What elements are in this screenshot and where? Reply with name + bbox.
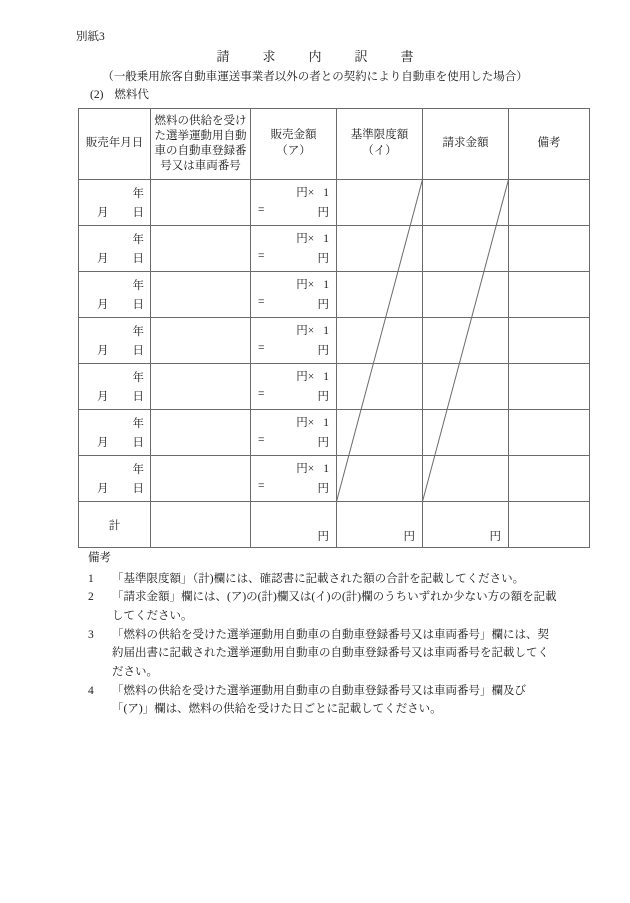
note-item [88, 682, 558, 719]
column-header-sale-amount-sub: （ア） [276, 145, 311, 157]
cell-sale-amount[interactable] [251, 318, 337, 364]
cell-remarks[interactable] [509, 410, 590, 456]
cell-sale-amount[interactable] [251, 456, 337, 502]
cell-sale-date[interactable] [79, 226, 151, 272]
cell-remarks[interactable] [509, 456, 590, 502]
equals-sign: = [258, 480, 265, 492]
cell-sale-date[interactable] [79, 180, 151, 226]
table-total-row [79, 502, 590, 548]
date-month-label: 月 [97, 253, 109, 265]
document-code: 別紙3 [76, 31, 105, 43]
sale-unit-price-line: 円× 1 [296, 463, 329, 475]
cell-claim-amount [423, 318, 509, 364]
cell-sale-date[interactable] [79, 318, 151, 364]
date-year-label: 年 [132, 464, 144, 476]
equals-sign: = [258, 250, 265, 262]
note-number: 3 [88, 628, 94, 641]
cell-remarks[interactable] [509, 272, 590, 318]
table-body [79, 180, 590, 548]
date-day-label: 日 [132, 437, 144, 449]
cell-standard-limit [337, 226, 423, 272]
total-sale-amount[interactable] [251, 502, 337, 548]
sale-total-yen-label: 円 [317, 299, 329, 311]
cell-vehicle-registration[interactable] [151, 410, 251, 456]
total-row-label: 計 [79, 502, 151, 548]
sale-total-yen-label: 円 [317, 391, 329, 403]
cell-standard-limit [337, 272, 423, 318]
cell-sale-amount[interactable] [251, 410, 337, 456]
table-row [79, 364, 590, 410]
cell-vehicle-registration[interactable] [151, 364, 251, 410]
cell-claim-amount [423, 410, 509, 456]
equals-sign: = [258, 204, 265, 216]
table-row [79, 318, 590, 364]
date-year-label: 年 [132, 234, 144, 246]
equals-sign: = [258, 342, 265, 354]
note-item [88, 588, 558, 625]
cell-sale-date[interactable] [79, 456, 151, 502]
table-row [79, 456, 590, 502]
date-month-label: 月 [97, 437, 109, 449]
cell-sale-date[interactable] [79, 364, 151, 410]
sale-total-yen-label: 円 [317, 345, 329, 357]
cell-standard-limit [337, 364, 423, 410]
sale-unit-price-line: 円× 1 [296, 279, 329, 291]
column-header-standard-limit [337, 109, 423, 180]
note-number: 1 [88, 572, 94, 585]
column-header-claim-amount: 請求金額 [423, 109, 509, 180]
cell-standard-limit [337, 410, 423, 456]
date-year-label: 年 [132, 280, 144, 292]
total-registration-blank [151, 502, 251, 548]
date-year-label: 年 [132, 418, 144, 430]
equals-sign: = [258, 296, 265, 308]
section-heading [90, 86, 149, 102]
table-header-row [79, 109, 590, 180]
table-row [79, 410, 590, 456]
sale-unit-price-line: 円× 1 [296, 233, 329, 245]
column-header-registration: 燃料の供給を受けた選挙運動用自動車の自動車登録番号又は車両番号 [151, 109, 251, 180]
notes-title: 備考 [88, 552, 111, 564]
section-name: 燃料代 [114, 89, 149, 101]
date-year-label: 年 [132, 372, 144, 384]
sale-total-yen-label: 円 [317, 437, 329, 449]
total-standard-limit-yen-label: 円 [403, 531, 415, 543]
form-table [78, 108, 590, 548]
invoice-breakdown-table [78, 108, 561, 548]
note-item [88, 626, 558, 682]
sale-unit-price-line: 円× 1 [296, 371, 329, 383]
sale-total-yen-label: 円 [317, 207, 329, 219]
sale-unit-price-line: 円× 1 [296, 417, 329, 429]
cell-claim-amount [423, 272, 509, 318]
section-number: (2) [90, 89, 104, 101]
cell-standard-limit [337, 180, 423, 226]
note-text: 「燃料の供給を受けた選挙運動用自動車の自動車登録番号又は車両番号」欄には、契約届出書に記載された選挙運動用自動車の自動車登録番号又は車両番号を記載してください。 [112, 628, 549, 678]
cell-sale-amount[interactable] [251, 364, 337, 410]
cell-vehicle-registration[interactable] [151, 226, 251, 272]
sale-unit-price-line: 円× 1 [296, 325, 329, 337]
total-claim-amount[interactable] [423, 502, 509, 548]
date-month-label: 月 [97, 391, 109, 403]
total-remarks[interactable] [509, 502, 590, 548]
cell-sale-amount[interactable] [251, 180, 337, 226]
column-header-sale-amount-main: 販売金額 [270, 129, 317, 142]
date-month-label: 月 [97, 299, 109, 311]
column-header-sale-amount [251, 109, 337, 180]
note-text: 「請求金額」欄には、(ア)の(計)欄又は(イ)の(計)欄のうちいずれか少ない方の額を記載してください。 [112, 591, 557, 623]
cell-vehicle-registration[interactable] [151, 456, 251, 502]
cell-remarks[interactable] [509, 180, 590, 226]
date-year-label: 年 [132, 326, 144, 338]
date-day-label: 日 [132, 299, 144, 311]
column-header-date: 販売年月日 [79, 109, 151, 180]
date-month-label: 月 [97, 483, 109, 495]
notes-list [88, 570, 558, 719]
cell-vehicle-registration[interactable] [151, 180, 251, 226]
cell-claim-amount [423, 226, 509, 272]
date-month-label: 月 [97, 345, 109, 357]
total-claim-amount-yen-label: 円 [489, 531, 501, 543]
equals-sign: = [258, 434, 265, 446]
table-row [79, 272, 590, 318]
sale-unit-price-line: 円× 1 [296, 187, 329, 199]
cell-remarks[interactable] [509, 364, 590, 410]
total-sale-amount-yen-label: 円 [317, 531, 329, 543]
page-title: 請 求 内 訳 書 [216, 49, 424, 64]
note-item [88, 570, 558, 589]
cell-claim-amount [423, 364, 509, 410]
column-header-standard-limit-sub: （イ） [362, 145, 397, 157]
date-day-label: 日 [132, 253, 144, 265]
cell-claim-amount [423, 180, 509, 226]
note-number: 4 [88, 684, 94, 697]
sale-total-yen-label: 円 [317, 483, 329, 495]
date-day-label: 日 [132, 483, 144, 495]
total-standard-limit[interactable] [337, 502, 423, 548]
column-header-standard-limit-main: 基準限度額 [350, 129, 409, 142]
cell-sale-amount[interactable] [251, 272, 337, 318]
date-year-label: 年 [132, 188, 144, 200]
cell-sale-amount[interactable] [251, 226, 337, 272]
note-number: 2 [88, 591, 94, 604]
cell-standard-limit [337, 456, 423, 502]
equals-sign: = [258, 388, 265, 400]
cell-vehicle-registration[interactable] [151, 272, 251, 318]
cell-remarks[interactable] [509, 318, 590, 364]
note-text: 「基準限度額」（計)欄には、確認書に記載された額の合計を記載してください。 [112, 572, 525, 585]
date-day-label: 日 [132, 345, 144, 357]
document-subtitle: （一般乗用旅客自動車運送事業者以外の者との契約により自動車を使用した場合） [102, 71, 528, 83]
date-day-label: 日 [132, 207, 144, 219]
cell-sale-date[interactable] [79, 272, 151, 318]
column-header-remarks: 備考 [509, 109, 590, 180]
date-month-label: 月 [97, 207, 109, 219]
note-text: 「燃料の供給を受けた選挙運動用自動車の自動車登録番号又は車両番号」欄及び「(ア)」欄は、燃料の供給を受けた日ごとに記載してください。 [112, 684, 526, 716]
cell-claim-amount [423, 456, 509, 502]
table-row [79, 226, 590, 272]
cell-standard-limit [337, 318, 423, 364]
cell-sale-date[interactable] [79, 410, 151, 456]
cell-vehicle-registration[interactable] [151, 318, 251, 364]
cell-remarks[interactable] [509, 226, 590, 272]
sale-total-yen-label: 円 [317, 253, 329, 265]
date-day-label: 日 [132, 391, 144, 403]
table-row [79, 180, 590, 226]
notes-section [88, 550, 558, 719]
